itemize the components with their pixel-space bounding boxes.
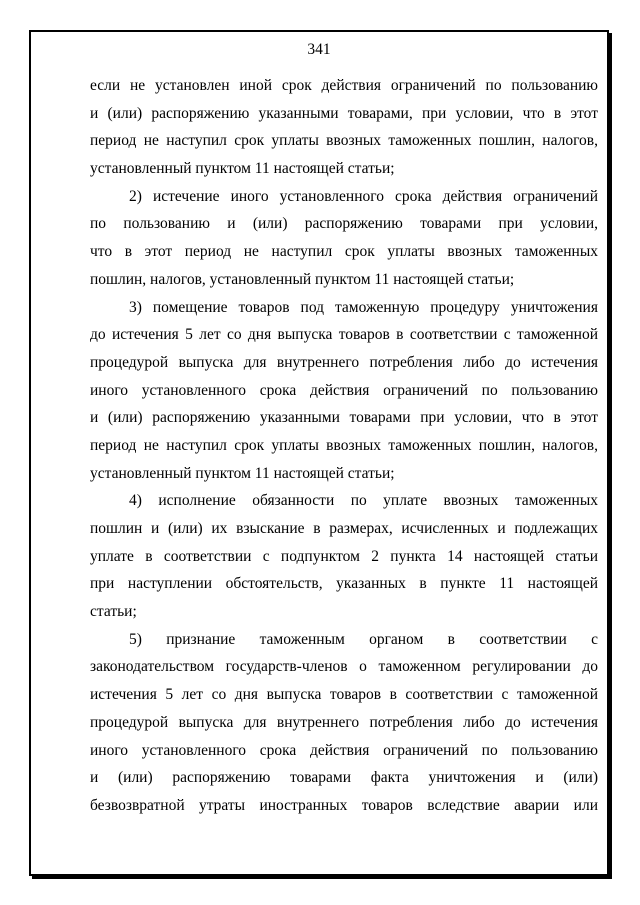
text-line: до истечения 5 лет со дня выпуска товаров в соответствии с таможенной (90, 326, 598, 344)
text-line: пошлин и (или) их взыскание в размерах, исчисленных и подлежащих (90, 520, 598, 537)
text-line: период не наступил срок уплаты ввозных таможенных пошлин, налогов, (90, 436, 598, 454)
page-number: 341 (307, 41, 331, 58)
document-page (29, 30, 609, 876)
text-line: 2) истечение иного установленного срока действия ограничений (129, 187, 598, 205)
text-line: при наступлении обстоятельств, указанных в пункте 11 настоящей (90, 575, 598, 593)
text-line: законодательством государств-членов о таможенном регулировании до (90, 658, 598, 676)
text-line: 5) признание таможенным органом в соответствии с (129, 630, 598, 648)
text-line: процедурой выпуска для внутреннего потребления либо до истечения (90, 353, 598, 371)
text-line: установленный пунктом 11 настоящей статьи; (90, 464, 395, 482)
text-line: процедурой выпуска для внутреннего потребления либо до истечения (90, 713, 598, 731)
text-line: и (или) распоряжению указанными товарами, при условии, что в этот (90, 104, 598, 122)
text-line: и (или) распоряжению указанными товарами при условии, что в этот (90, 409, 598, 427)
document-text (90, 72, 598, 820)
text-line: истечения 5 лет со дня выпуска товаров в соответствии с таможенной (90, 686, 598, 704)
text-line: безвозвратной утраты иностранных товаров вследствие аварии или (90, 796, 598, 814)
text-line: уплате в соответствии с подпунктом 2 пункта 14 настоящей статьи (90, 547, 598, 565)
text-line: установленный пунктом 11 настоящей статьи; (90, 160, 395, 178)
text-line: и (или) распоряжению товарами факта уничтожения и (или) (90, 769, 598, 787)
text-line: иного установленного срока действия ограничений по пользованию (90, 741, 598, 759)
text-line: по пользованию и (или) распоряжению товарами при условии, (90, 215, 598, 233)
text-line: что в этот период не наступил срок уплаты ввозных таможенных (90, 243, 598, 261)
text-line: период не наступил срок уплаты ввозных таможенных пошлин, налогов, (90, 132, 598, 150)
text-line: статьи; (90, 603, 137, 621)
text-line: пошлин, налогов, установленный пунктом 11 настоящей статьи; (90, 270, 515, 288)
text-line: иного установленного срока действия ограничений по пользованию (90, 381, 598, 399)
text-line: если не установлен иной срок действия ограничений по пользованию (90, 77, 598, 94)
text-line: 4) исполнение обязанности по уплате ввозных таможенных (129, 492, 598, 510)
text-line: 3) помещение товаров под таможенную процедуру уничтожения (129, 298, 598, 316)
